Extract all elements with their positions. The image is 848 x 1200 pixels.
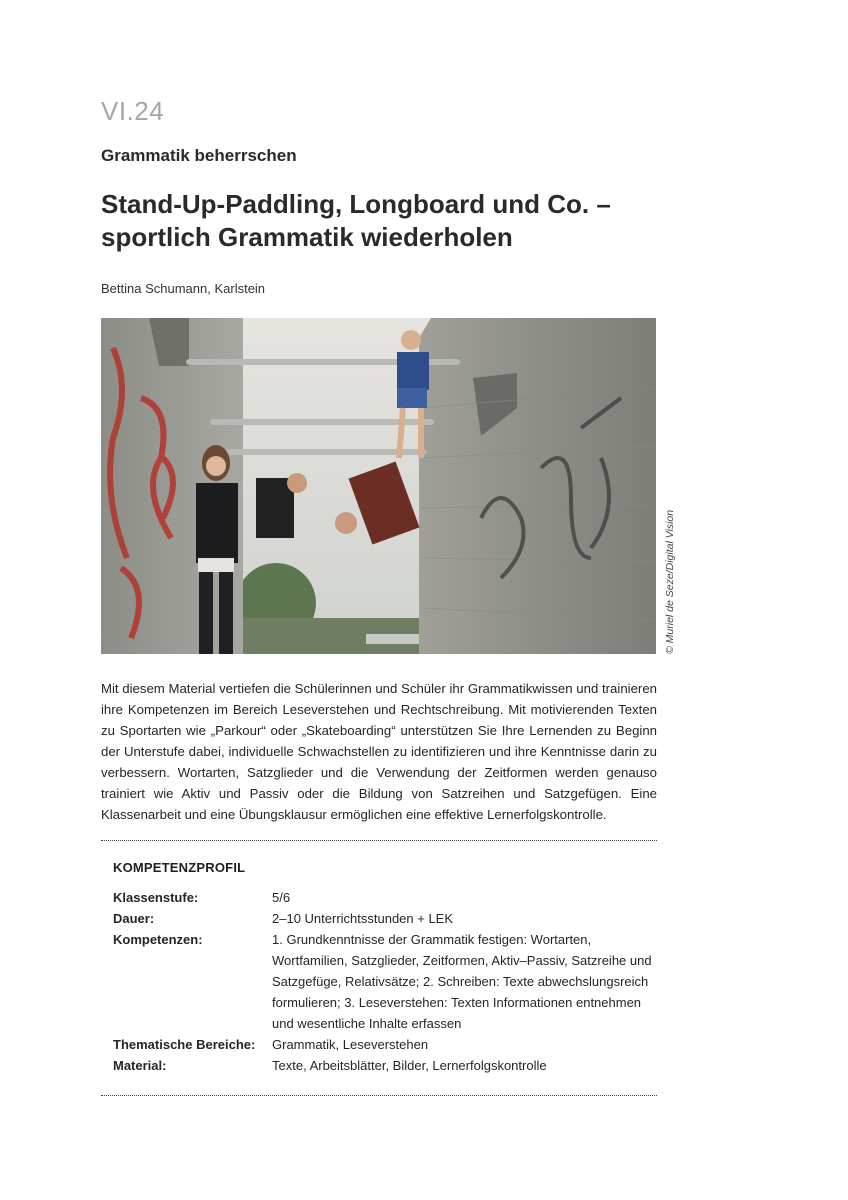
chapter-number: VI.24 bbox=[101, 96, 165, 126]
photo-credit: © Muriel de Seze/Digital Vision bbox=[664, 509, 676, 654]
profile-label: Thematische Bereiche: bbox=[113, 1037, 256, 1052]
profile-row-competences bbox=[113, 929, 653, 1034]
profile-value: Texte, Arbeitsblätter, Bilder, Lernerfolgskontrolle bbox=[272, 1058, 547, 1073]
profile-label: Klassenstufe: bbox=[113, 890, 199, 905]
profile-label: Kompetenzen: bbox=[113, 932, 203, 947]
profile-row-material bbox=[113, 1055, 653, 1076]
profile-heading: KOMPETENZPROFIL bbox=[113, 860, 246, 875]
competence-profile bbox=[113, 887, 653, 1076]
intro-paragraph: Mit diesem Material vertiefen die Schülerinnen und Schüler ihr Grammatikwissen und trainieren ihre Kompetenzen im Bereich Leseverstehen und Rechtschreibung. Mit motivierenden Texten zu Sportarten wie „Parkour“ oder „Skateboarding“ unterstützen Sie Ihre Lernenden zu Beginn der Unterstufe dabei, individuelle Schwachstellen zu identifizieren und ihre Kenntnisse darin zu verbessern. Wortarten, Satzglieder und die Verwendung der Zeitformen werden genauso trainiert wie Aktiv und Passiv oder die Bildung von Satzreihen und Satzgefügen. Eine Klassenarbeit und eine Übungsklausur ermöglichen eine effektive Lernerfolgskontrolle. bbox=[101, 681, 657, 822]
dotted-divider-bottom bbox=[101, 1095, 657, 1096]
profile-value: 1. Grundkenntnisse der Grammatik festigen: Wortarten, Wortfamilien, Satzglieder, Zeitformen, Aktiv–Passiv, Satzreihe und Satzgefüge, Relativsätze; 2. Schreiben: Texte abwechslungsreich formulieren; 3. Leseverstehen: Texten Informationen entnehmen und wesentliche Inhalte erfassen bbox=[272, 932, 652, 1031]
photo-illustration bbox=[101, 318, 656, 654]
profile-row-topics bbox=[113, 1034, 653, 1055]
profile-value: Grammatik, Leseverstehen bbox=[272, 1037, 429, 1052]
page-title: Stand-Up-Paddling, Longboard und Co. – sportlich Grammatik wiederholen bbox=[101, 189, 611, 252]
author-line: Bettina Schumann, Karlstein bbox=[101, 281, 266, 296]
cover-photo bbox=[101, 318, 656, 654]
profile-label: Dauer: bbox=[113, 911, 155, 926]
profile-row-grade bbox=[113, 887, 653, 908]
profile-label: Material: bbox=[113, 1058, 167, 1073]
section-kicker: Grammatik beherrschen bbox=[101, 146, 297, 165]
profile-row-duration bbox=[113, 908, 653, 929]
profile-value: 2–10 Unterrichtsstunden + LEK bbox=[272, 911, 454, 926]
dotted-divider-top bbox=[101, 840, 657, 841]
profile-value: 5/6 bbox=[272, 890, 291, 905]
